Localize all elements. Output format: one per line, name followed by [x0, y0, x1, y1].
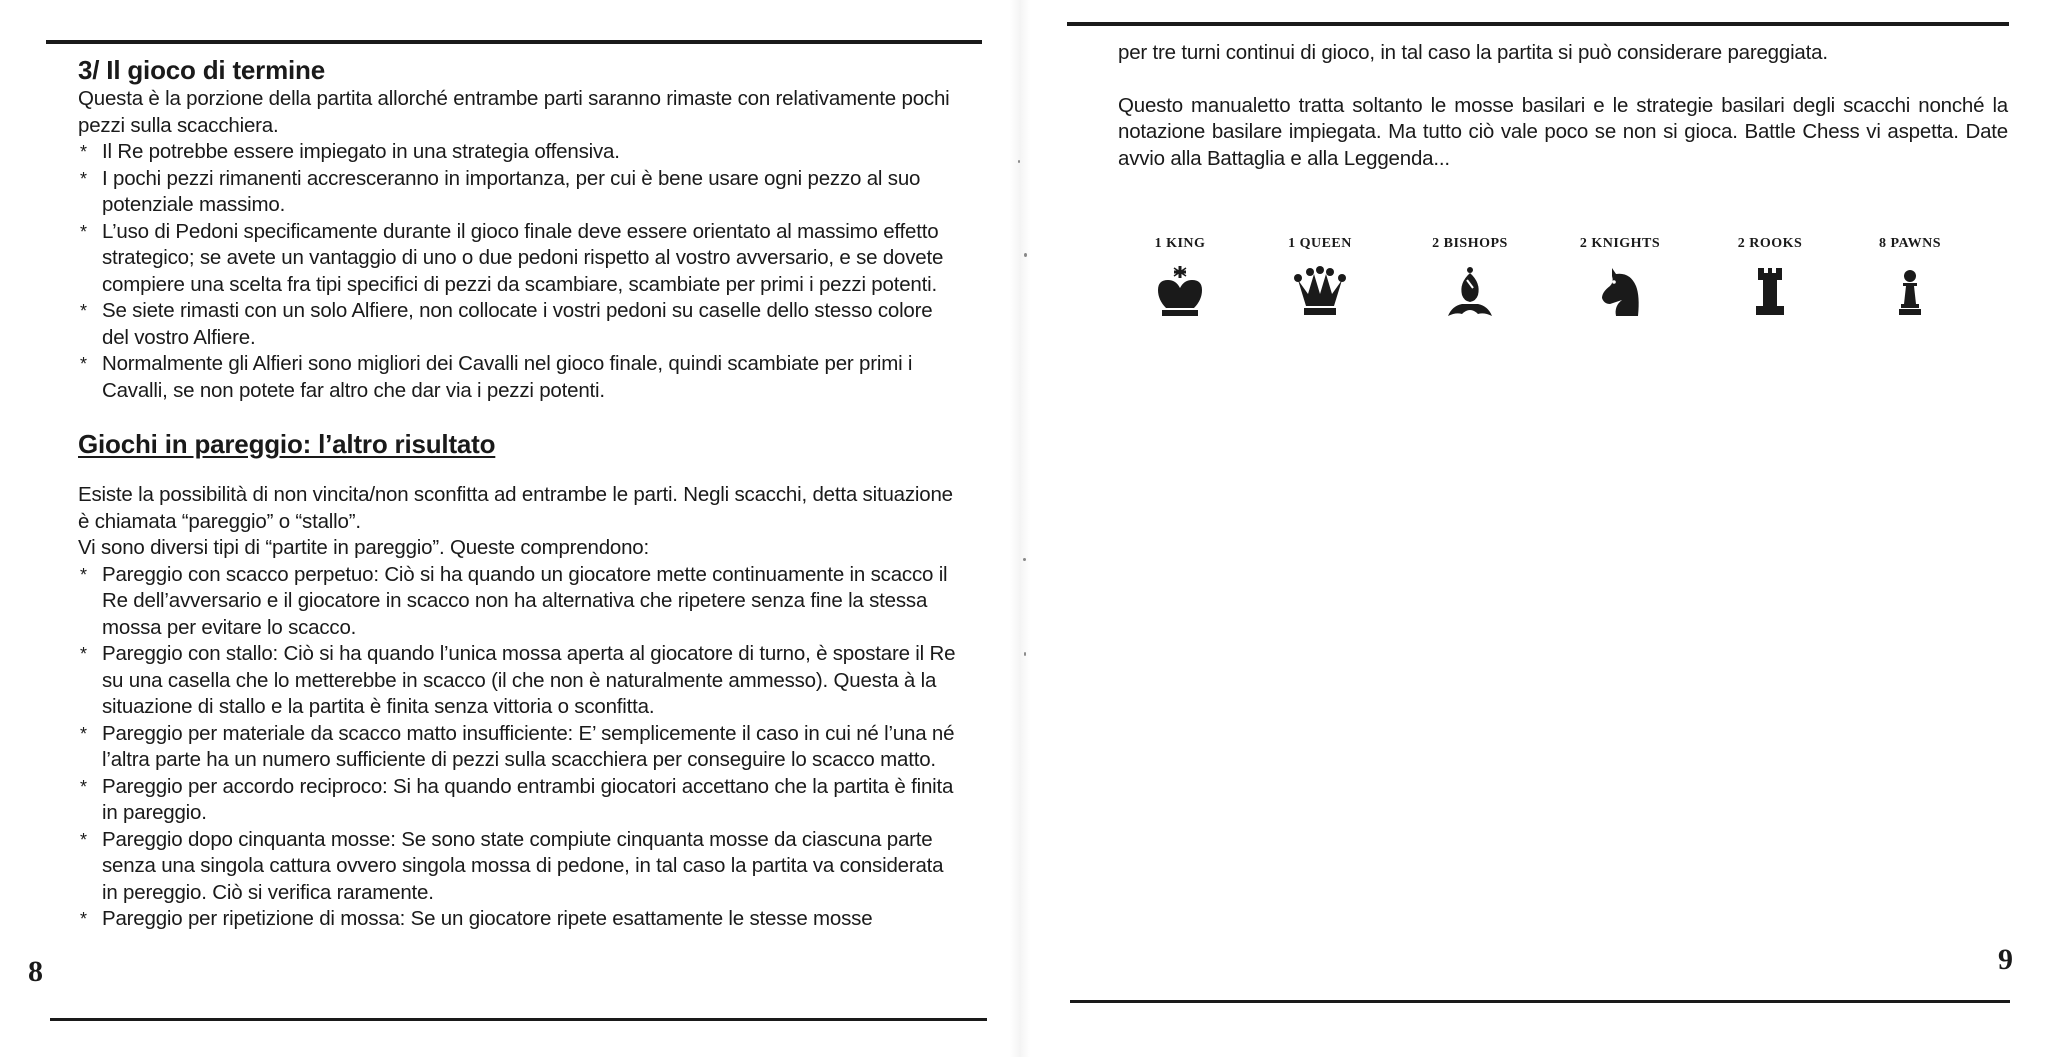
bottom-rule-left	[50, 1018, 987, 1021]
bottom-rule-right	[1070, 1000, 2010, 1003]
endgame-bullet: * Normalmente gli Alfieri sono migliori dei Cavalli nel gioco finale, quindi scambiate per primi i Cavalli, se non potete far altro che dar via i pezzi potenti.	[78, 351, 958, 404]
left-page-text	[78, 54, 958, 933]
piece-queen	[1260, 236, 1380, 322]
draw-type-item: * Pareggio dopo cinquanta mosse: Se sono state compiute cinquanta mosse da ciascuna parte senza una singola cattura ovvero singola mossa di pedone, in tal caso la partita va considerata in pereggio. Ciò si verifica raramente.	[78, 827, 958, 907]
scan-speck	[1023, 558, 1026, 561]
endgame-heading: 3/ Il gioco di termine	[78, 55, 325, 85]
endgame-bullet-list	[78, 139, 958, 404]
draw-intro-paragraph: Esiste la possibilità di non vincita/non sconfitta ad entrambe le parti. Negli scacchi, detta situazione è chiamata “pareggio” o “stallo”.	[78, 483, 953, 533]
queen-icon	[1290, 262, 1350, 322]
king-icon	[1150, 262, 1210, 322]
scan-speck	[1024, 652, 1026, 656]
draw-type-item: * Pareggio con stallo: Ciò si ha quando l’unica mossa aperta al giocatore di turno, è spostare il Re su una casella che lo metterebbe in scacco (il che non è naturalmente ammesso). Questa à la situazione di stallo e la partita è finita senza vittoria o sconfitta.	[78, 641, 958, 721]
piece-knight	[1560, 236, 1680, 322]
scan-speck	[1024, 253, 1027, 257]
draw-type-item: * Pareggio per ripetizione di mossa: Se un giocatore ripete esattamente le stesse mosse	[78, 906, 958, 933]
piece-label: 2 KNIGHTS	[1579, 236, 1661, 251]
right-page	[1020, 0, 2048, 1057]
piece-label: 2 ROOKS	[1737, 236, 1803, 251]
pawn-icon	[1880, 262, 1940, 322]
draw-games-heading: Giochi in pareggio: l’altro risultato	[78, 429, 496, 459]
page-number-right: 9	[1998, 943, 2013, 976]
piece-pawn	[1850, 236, 1970, 322]
piece-rook	[1710, 236, 1830, 322]
rook-icon	[1740, 262, 1800, 322]
endgame-bullet: * I pochi pezzi rimanenti accresceranno in importanza, per cui è bene usare ogni pezzo al suo potenziale massimo.	[78, 166, 958, 219]
chess-pieces-legend	[1120, 236, 1950, 326]
piece-label: 8 PAWNS	[1879, 236, 1941, 251]
draw-types-list	[78, 562, 958, 933]
top-rule-left	[46, 40, 982, 44]
continuation-paragraph: per tre turni continui di gioco, in tal caso la partita si può considerare pareggiata.	[1118, 41, 1828, 64]
scan-speck	[1018, 160, 1020, 163]
draw-type-item: * Pareggio per materiale da scacco matto insufficiente: E’ semplicemente il caso in cui né l’una né l’altra parte ha un numero sufficiente di pezzi sulla scacchiera per conseguire lo scacco matto.	[78, 721, 958, 774]
left-page	[0, 0, 1020, 1057]
endgame-bullet: * Se siete rimasti con un solo Alfiere, non collocate i vostri pedoni su caselle dello stesso colore del vostro Alfiere.	[78, 298, 958, 351]
endgame-bullet: * L’uso di Pedoni specificamente durante il gioco finale deve essere orientato al massimo effetto strategico; se avete un vantaggio di uno o due pedoni rispetto al vostro avversario, e se dovete compiere una scelta fra tipi specifici di pezzi da scambiare, scambiate per primi i pezzi potenti.	[78, 219, 958, 299]
top-rule-right	[1067, 22, 2009, 26]
piece-label: 1 KING	[1154, 236, 1206, 251]
endgame-bullet: * Il Re potrebbe essere impiegato in una strategia offensiva.	[78, 139, 958, 166]
draw-type-item: * Pareggio con scacco perpetuo: Ciò si ha quando un giocatore mette continuamente in scacco il Re dell’avversario e il giocatore in scacco non ha alternativa che ripetere senza fine la stessa mossa per evitare lo scacco.	[78, 562, 958, 642]
paragraph-spacer	[1118, 67, 2008, 93]
endgame-intro: Questa è la porzione della partita allorché entrambe parti saranno rimaste con relativamente pochi pezzi sulla scacchiera.	[78, 87, 950, 137]
piece-king	[1120, 236, 1240, 322]
closing-paragraph: Questo manualetto tratta soltanto le mosse basilari e le strategie basilari degli scacchi nonché la notazione basilare impiegata. Ma tutto ciò vale poco se non si gioca. Battle Chess vi aspetta. Date avvio alla Battaglia e alla Leggenda...	[1118, 93, 2008, 170]
piece-label: 2 BISHOPS	[1432, 236, 1508, 251]
page-number-left: 8	[28, 955, 43, 988]
right-page-text	[1118, 40, 2008, 172]
draw-type-item: * Pareggio per accordo reciproco: Si ha quando entrambi giocatori accettano che la partita è finita in pareggio.	[78, 774, 958, 827]
bishop-icon	[1440, 262, 1500, 322]
draw-types-intro: Vi sono diversi tipi di “partite in pareggio”. Queste comprendono:	[78, 536, 649, 559]
piece-bishop	[1410, 236, 1530, 322]
piece-label: 1 QUEEN	[1288, 236, 1352, 251]
knight-icon	[1590, 262, 1650, 322]
